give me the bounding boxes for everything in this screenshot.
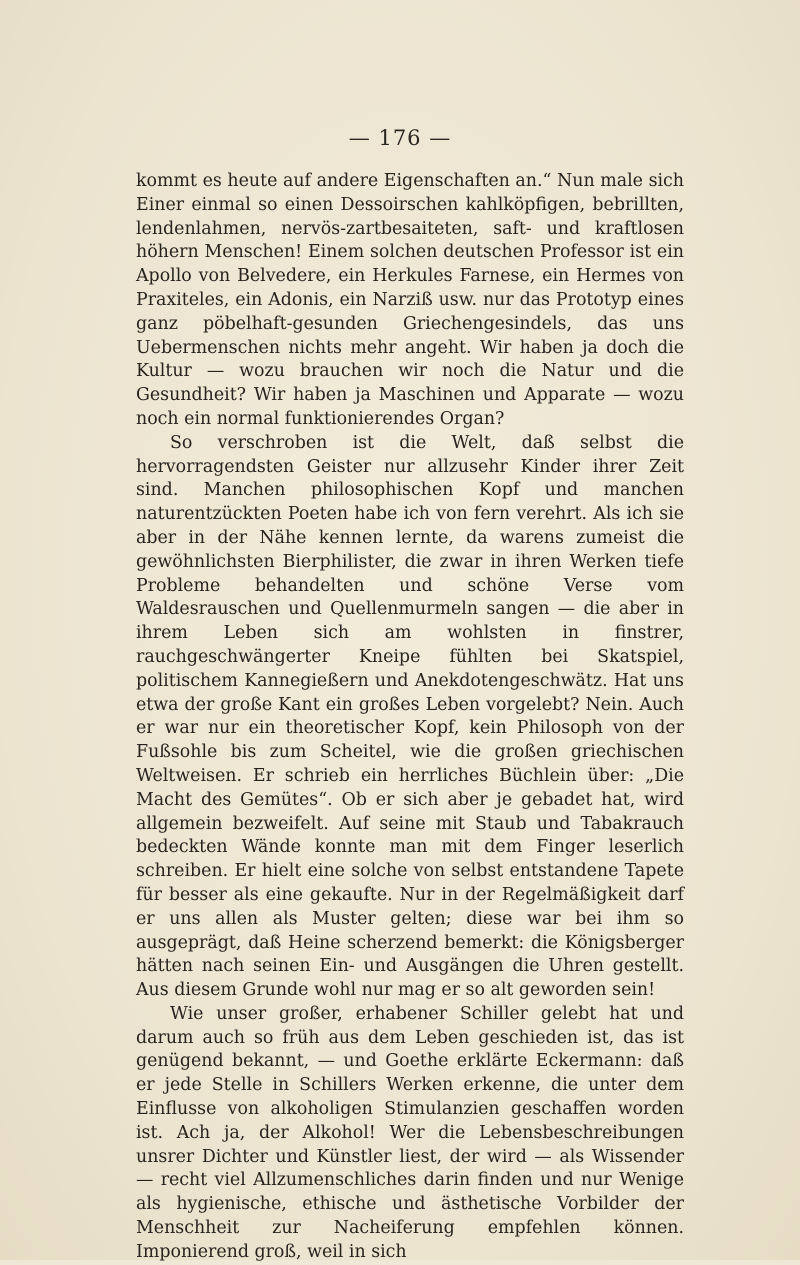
- paragraph: So verschroben ist die Welt, daß selbst die hervorragendsten Geister nur allzusehr Kinder ihrer Zeit sind. Manchen philosophischen Kopf und manchen naturentzückten Poeten habe ich von fern verehrt. Als ich sie aber in der Nähe kennen lernte, da warens zumeist die gewöhnlichsten Bierphilister, die zwar in ihren Werken tiefe Probleme behandelten und schöne Verse vom Waldesrauschen und Quellenmurmeln sangen — die aber in ihrem Leben sich am wohlsten in finstrer, rauchgeschwängerter Kneipe fühlten bei Skatspiel, politischem Kannegießern und Anekdotengeschwätz. Hat uns etwa der große Kant ein großes Leben vorgelebt? Nein. Auch er war nur ein theoretischer Kopf, kein Philosoph von der Fußsohle bis zum Scheitel, wie die großen griechischen Weltweisen. Er schrieb ein herrliches Büchlein über: „Die Macht des Gemütes“. Ob er sich aber je gebadet hat, wird allgemein bezweifelt. Auf seine mit Staub und Tabakrauch bedeckten Wände konnte man mit dem Finger leserlich schreiben. Er hielt eine solche von selbst entstandene Tapete für besser als eine gekaufte. Nur in der Regelmäßigkeit darf er uns allen als Muster gelten; diese war bei ihm so ausgeprägt, daß Heine scherzend bemerkt: die Königsberger hätten nach seinen Ein- und Ausgängen die Uhren gestellt. Aus diesem Grunde wohl nur mag er so alt geworden sein!: [136, 432, 684, 1001]
- page-number: — 176 —: [348, 126, 452, 150]
- paragraph: Wie unser großer, erhabener Schiller gelebt hat und darum auch so früh aus dem Leben geschieden ist, das ist genügend bekannt, — und Goethe erklärte Eckermann: daß er jede Stelle in Schillers Werken erkenne, die unter dem Einflusse von alkoholigen Stimulanzien geschaffen worden ist. Ach ja, der Alkohol! Wer die Lebensbeschreibungen unsrer Dichter und Künstler liest, der wird — als Wissender — recht viel Allzumenschliches darin finden und nur Wenige als hygienische, ethische und ästhetische Vorbilder der Menschheit zur Nacheiferung empfehlen können. Imponierend groß, weil in sich: [136, 1003, 684, 1262]
- body-text: [136, 170, 684, 1265]
- paragraph: kommt es heute auf andere Eigenschaften an.“ Nun male sich Einer einmal so einen Dessoirschen kahlköpfigen, bebrillten, lendenlahmen, nervös-zartbesaiteten, saft- und kraftlosen höhern Menschen! Einem solchen deutschen Professor ist ein Apollo von Belvedere, ein Herkules Farnese, ein Hermes von Praxiteles, ein Adonis, ein Narziß usw. nur das Prototyp eines ganz pöbelhaft-gesunden Griechengesindels, das uns Uebermenschen nichts mehr angeht. Wir haben ja doch die Kultur — wozu brauchen wir noch die Natur und die Gesundheit? Wir haben ja Maschinen und Apparate — wozu noch ein normal funktionierendes Organ?: [136, 171, 684, 429]
